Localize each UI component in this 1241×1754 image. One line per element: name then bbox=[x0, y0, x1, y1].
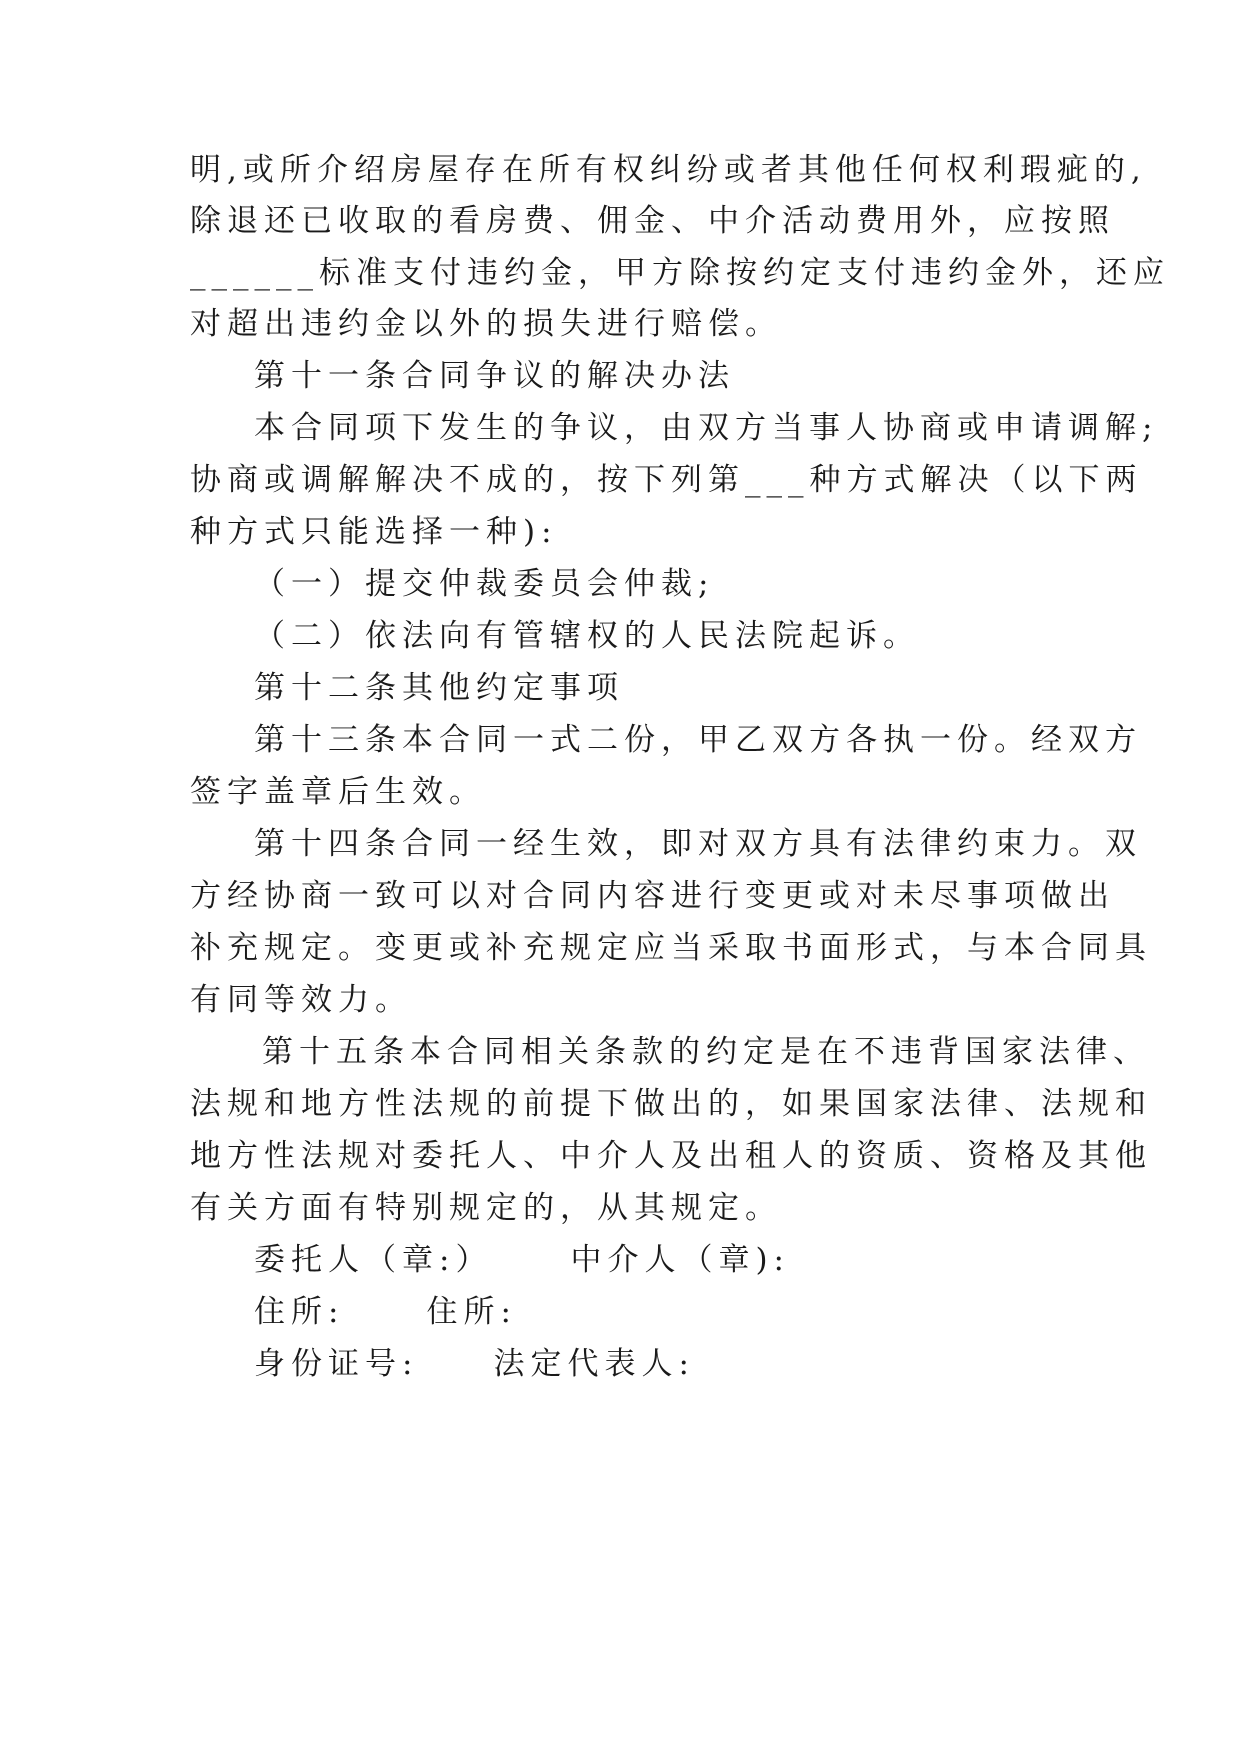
clause-15-line-1: 第十五条本合同相关条款的约定是在不违背国家法律、 bbox=[262, 1034, 1150, 1070]
client-address-label: 住所: bbox=[254, 1294, 345, 1330]
paragraph-line-8: 种方式只能选择一种): bbox=[190, 514, 558, 550]
clause-11-heading: 第十一条合同争议的解决办法 bbox=[254, 358, 735, 394]
agent-address-label: 住所: bbox=[426, 1294, 517, 1330]
signature-row-2 bbox=[254, 1292, 517, 1332]
agent-seal-label: 中介人（章): bbox=[570, 1242, 790, 1278]
clause-15-line-4: 有关方面有特别规定的，从其规定。 bbox=[190, 1190, 782, 1226]
signature-row-3 bbox=[254, 1344, 695, 1384]
clause-14-line-2: 方经协商一致可以对合同内容进行变更或对未尽事项做出 bbox=[190, 878, 1115, 914]
legal-rep-label: 法定代表人: bbox=[493, 1346, 695, 1382]
client-seal-label: 委托人（章:） bbox=[254, 1242, 493, 1278]
option-two: （二）依法向有管辖权的人民法院起诉。 bbox=[254, 618, 920, 654]
signature-row-1 bbox=[254, 1240, 790, 1280]
id-number-label: 身份证号: bbox=[254, 1346, 419, 1382]
paragraph-line-1: 明,或所介绍房屋存在所有权纠纷或者其他任何权利瑕疵的, bbox=[190, 152, 1147, 188]
paragraph-line-3: ______标准支付违约金，甲方除按约定支付违约金外，还应 bbox=[190, 255, 1170, 291]
paragraph-line-4: 对超出违约金以外的损失进行赔偿。 bbox=[190, 306, 782, 342]
clause-14-line-3: 补充规定。变更或补充规定应当采取书面形式，与本合同具 bbox=[190, 930, 1152, 966]
clause-15-line-2: 法规和地方性法规的前提下做出的，如果国家法律、法规和 bbox=[190, 1086, 1152, 1122]
clause-14-line-1: 第十四条合同一经生效，即对双方具有法律约束力。双 bbox=[254, 826, 1142, 862]
paragraph-line-2: 除退还已收取的看房费、佣金、中介活动费用外，应按照 bbox=[190, 203, 1115, 239]
paragraph-line-7: 协商或调解解决不成的，按下列第___种方式解决（以下两 bbox=[190, 462, 1143, 498]
paragraph-line-6: 本合同项下发生的争议，由双方当事人协商或申请调解; bbox=[254, 410, 1159, 446]
clause-14-line-4: 有同等效力。 bbox=[190, 982, 412, 1018]
clause-13-line-2: 签字盖章后生效。 bbox=[190, 774, 486, 810]
option-one: （一）提交仲裁委员会仲裁; bbox=[254, 566, 715, 602]
clause-15-line-3: 地方性法规对委托人、中介人及出租人的资质、资格及其他 bbox=[190, 1138, 1152, 1174]
clause-13-line-1: 第十三条本合同一式二份，甲乙双方各执一份。经双方 bbox=[254, 722, 1142, 758]
clause-12-heading: 第十二条其他约定事项 bbox=[254, 670, 624, 706]
